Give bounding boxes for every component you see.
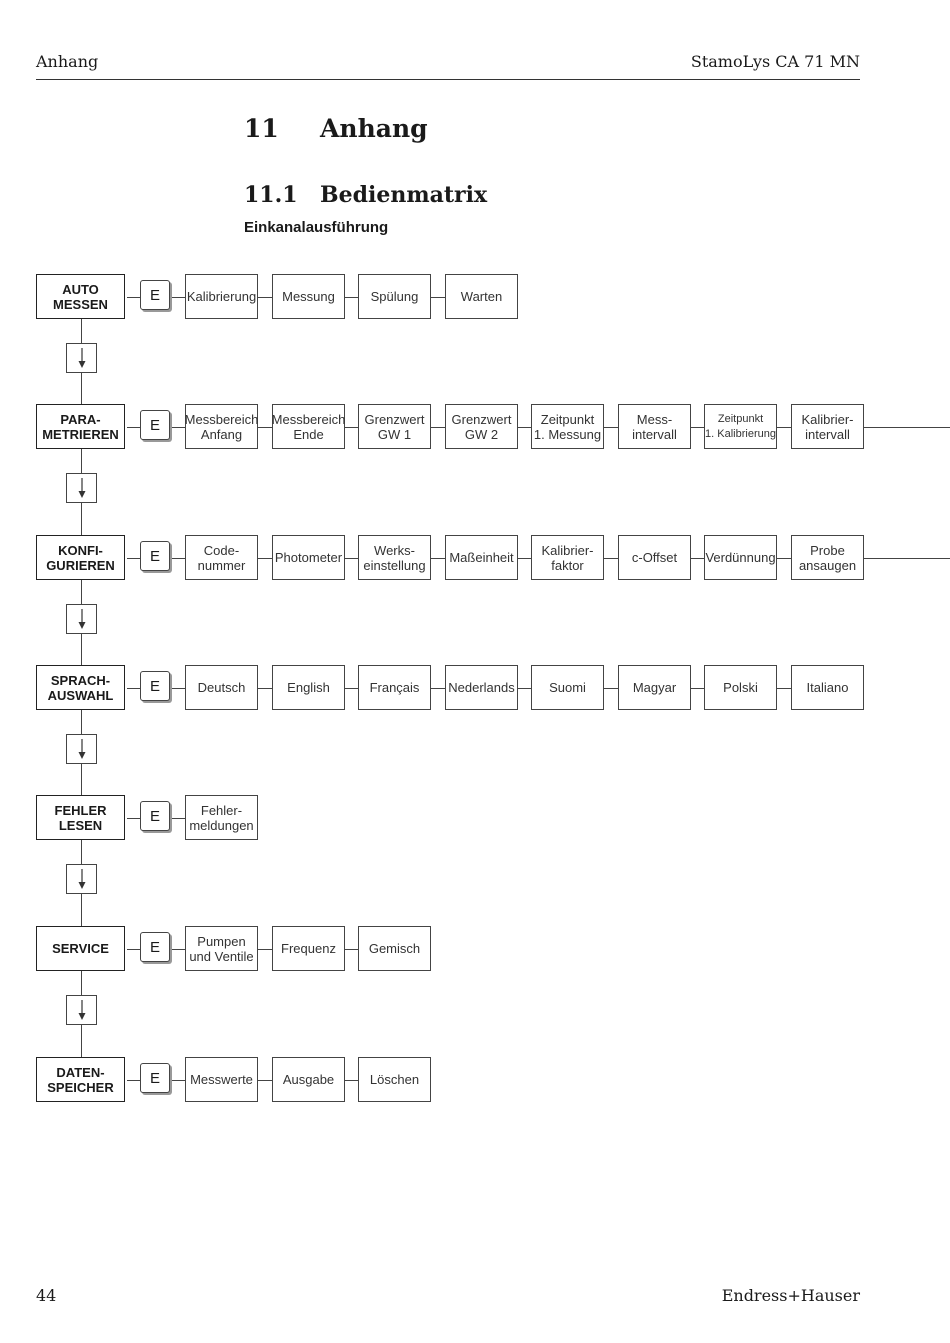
menu-box: FEHLER LESEN — [36, 795, 125, 840]
chapter-number: 11 — [244, 114, 279, 143]
connector-line — [127, 427, 140, 428]
connector-line — [127, 949, 140, 950]
subsection-title: Einkanalausführung — [244, 219, 389, 236]
parameter-box: Deutsch — [185, 665, 258, 710]
header-rule — [36, 79, 860, 80]
parameter-box: Italiano — [791, 665, 864, 710]
parameter-box: Zeitpunkt 1. Messung — [531, 404, 604, 449]
continuation-line — [864, 558, 950, 559]
parameter-box: Messung — [272, 274, 345, 319]
connector-line — [258, 427, 272, 428]
connector-line — [172, 427, 185, 428]
running-header-right: StamoLys CA 71 MN — [690, 52, 860, 71]
menu-box: SPRACH- AUSWAHL — [36, 665, 125, 710]
parameter-box: Pumpen und Ventile — [185, 926, 258, 971]
parameter-box: Verdünnung — [704, 535, 777, 580]
parameter-box: Français — [358, 665, 431, 710]
connector-line — [172, 1080, 185, 1081]
parameter-box: Magyar — [618, 665, 691, 710]
parameter-box: Photometer — [272, 535, 345, 580]
continuation-line — [864, 427, 950, 428]
connector-line — [127, 1080, 140, 1081]
parameter-box: Ausgabe — [272, 1057, 345, 1102]
parameter-box: Löschen — [358, 1057, 431, 1102]
parameter-box: Werks- einstellung — [358, 535, 431, 580]
parameter-box: Code- nummer — [185, 535, 258, 580]
connector-line — [172, 558, 185, 559]
e-key: E — [140, 410, 170, 440]
parameter-box: English — [272, 665, 345, 710]
section-title: Bedienmatrix — [320, 182, 488, 208]
parameter-box: Messbereich Ende — [272, 404, 345, 449]
connector-line — [518, 427, 531, 428]
connector-line — [518, 688, 531, 689]
parameter-box: Grenzwert GW 1 — [358, 404, 431, 449]
connector-line — [777, 427, 791, 428]
parameter-box: Mess- intervall — [618, 404, 691, 449]
menu-box: SERVICE — [36, 926, 125, 971]
connector-line — [691, 688, 704, 689]
down-arrow-icon — [66, 473, 97, 503]
section-number: 11.1 — [244, 182, 298, 208]
connector-line — [258, 688, 272, 689]
e-key: E — [140, 541, 170, 571]
parameter-box: Kalibrier- faktor — [531, 535, 604, 580]
parameter-box: Gemisch — [358, 926, 431, 971]
parameter-box: Probe ansaugen — [791, 535, 864, 580]
parameter-box: Grenzwert GW 2 — [445, 404, 518, 449]
down-arrow-icon — [66, 343, 97, 373]
chapter-title: Anhang — [320, 114, 428, 143]
connector-line — [604, 688, 618, 689]
e-key: E — [140, 932, 170, 962]
e-key: E — [140, 280, 170, 310]
parameter-box: Fehler- meldungen — [185, 795, 258, 840]
menu-box: AUTO MESSEN — [36, 274, 125, 319]
connector-line — [127, 297, 140, 298]
parameter-box: Messwerte — [185, 1057, 258, 1102]
connector-line — [172, 688, 185, 689]
connector-line — [431, 558, 445, 559]
connector-line — [172, 297, 185, 298]
parameter-box: c-Offset — [618, 535, 691, 580]
connector-line — [431, 427, 445, 428]
connector-line — [258, 297, 272, 298]
connector-line — [258, 558, 272, 559]
running-header-left: Anhang — [36, 52, 99, 71]
connector-line — [258, 949, 272, 950]
menu-box: DATEN- SPEICHER — [36, 1057, 125, 1102]
parameter-box: Kalibrier- intervall — [791, 404, 864, 449]
parameter-box: Zeitpunkt 1. Kalibrierung — [704, 404, 777, 449]
connector-line — [345, 1080, 358, 1081]
connector-line — [345, 949, 358, 950]
connector-line — [172, 818, 185, 819]
down-arrow-icon — [66, 734, 97, 764]
connector-line — [345, 297, 358, 298]
down-arrow-icon — [66, 864, 97, 894]
connector-line — [345, 688, 358, 689]
page-number: 44 — [36, 1286, 57, 1305]
parameter-box: Suomi — [531, 665, 604, 710]
connector-line — [604, 558, 618, 559]
parameter-box: Spülung — [358, 274, 431, 319]
connector-line — [691, 427, 704, 428]
e-key: E — [140, 801, 170, 831]
connector-line — [127, 558, 140, 559]
parameter-box: Warten — [445, 274, 518, 319]
footer-brand: Endress+Hauser — [721, 1286, 860, 1305]
connector-line — [431, 297, 445, 298]
down-arrow-icon — [66, 995, 97, 1025]
connector-line — [127, 688, 140, 689]
parameter-box: Messbereich Anfang — [185, 404, 258, 449]
menu-box: PARA- METRIEREN — [36, 404, 125, 449]
connector-line — [777, 558, 791, 559]
parameter-box: Nederlands — [445, 665, 518, 710]
down-arrow-icon — [66, 604, 97, 634]
connector-line — [691, 558, 704, 559]
connector-line — [345, 427, 358, 428]
connector-line — [345, 558, 358, 559]
parameter-box: Maßeinheit — [445, 535, 518, 580]
connector-line — [127, 818, 140, 819]
connector-line — [604, 427, 618, 428]
menu-box: KONFI- GURIEREN — [36, 535, 125, 580]
connector-line — [518, 558, 531, 559]
parameter-box: Kalibrierung — [185, 274, 258, 319]
parameter-box: Polski — [704, 665, 777, 710]
e-key: E — [140, 1063, 170, 1093]
e-key: E — [140, 671, 170, 701]
connector-line — [172, 949, 185, 950]
parameter-box: Frequenz — [272, 926, 345, 971]
connector-line — [258, 1080, 272, 1081]
connector-line — [431, 688, 445, 689]
connector-line — [777, 688, 791, 689]
